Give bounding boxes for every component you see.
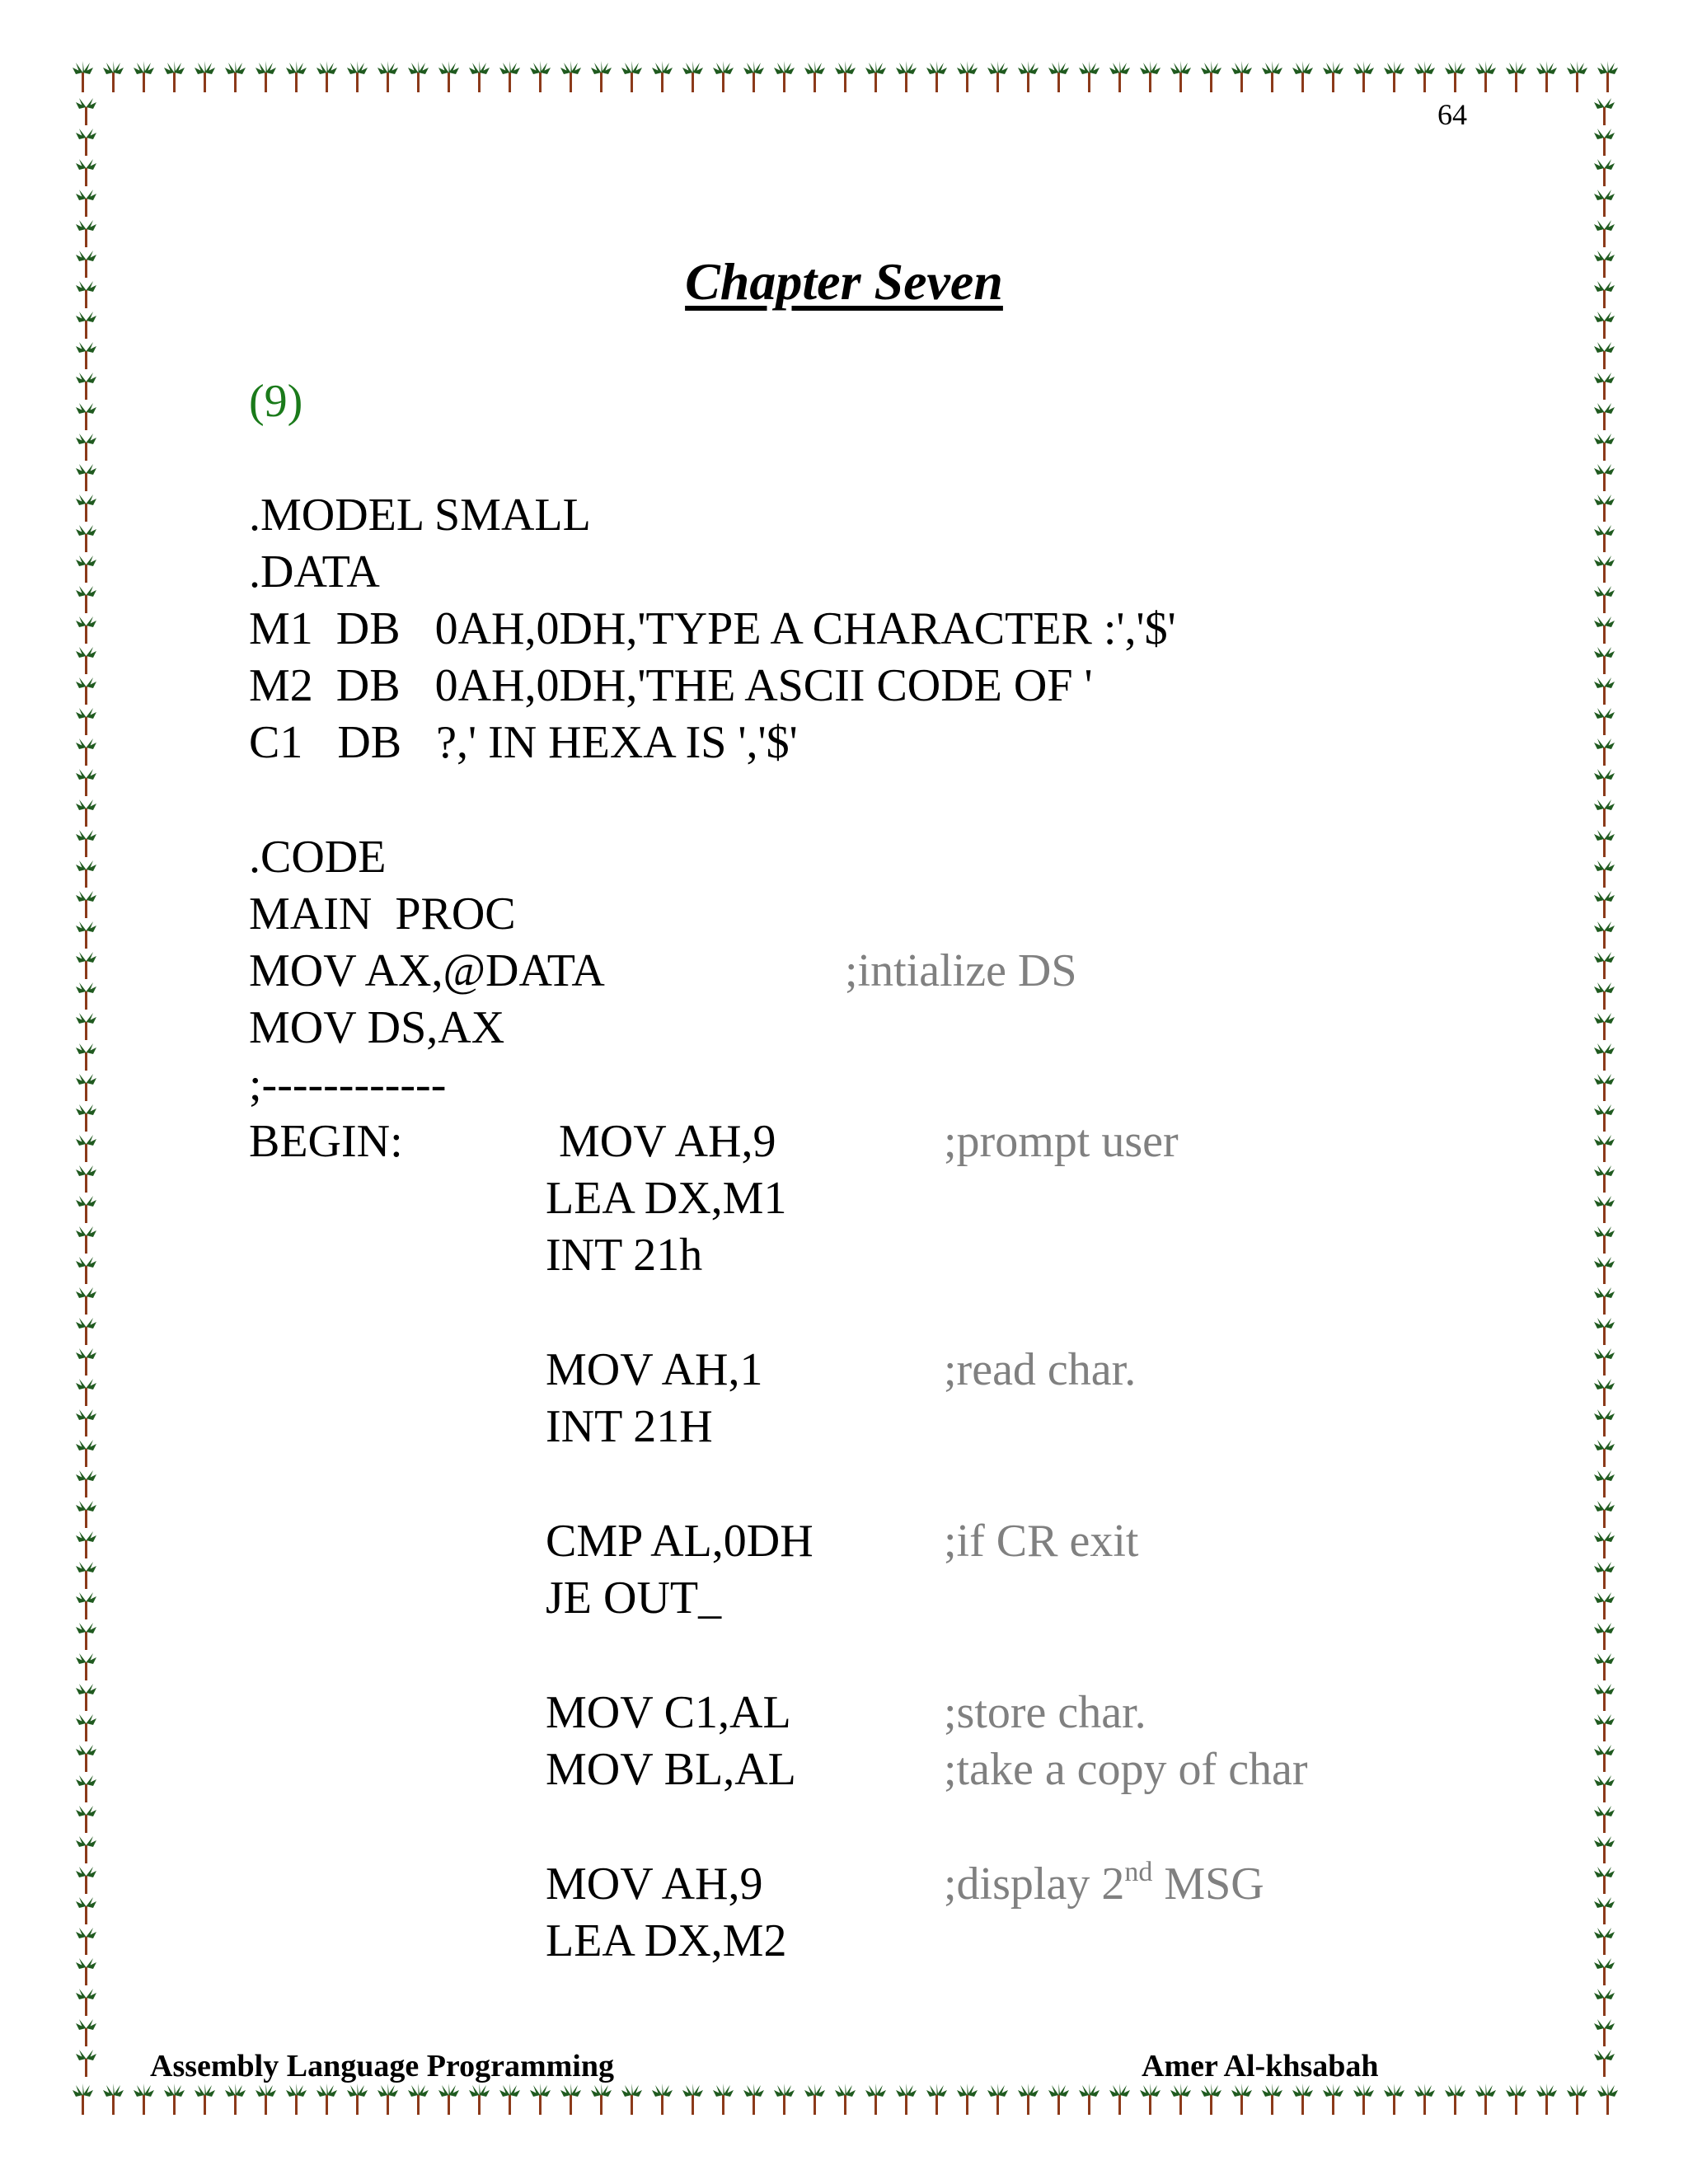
code-line-c1: C1 DB ?,' IN HEXA IS ','$'	[249, 717, 798, 768]
code-line-main-proc: MAIN PROC	[249, 888, 516, 940]
code-comment-read-char: ;read char.	[944, 1344, 1137, 1395]
code-line-cmp-al: CMP AL,0DH	[546, 1516, 814, 1567]
code-line-int-21h: INT 21H	[546, 1401, 713, 1452]
code-line-mov-bl-al: MOV BL,AL	[546, 1744, 796, 1795]
code-comment-if-cr-exit: ;if CR exit	[944, 1516, 1139, 1567]
code-comment-store-char: ;store char.	[944, 1687, 1146, 1738]
code-line-separator: ;------------	[249, 1059, 447, 1110]
chapter-title: Chapter Seven	[685, 252, 1003, 311]
code-line-lea-dx-m1: LEA DX,M1	[546, 1173, 787, 1224]
code-line-m2: M2 DB 0AH,0DH,'THE ASCII CODE OF '	[249, 660, 1093, 711]
code-line-int-21h: INT 21h	[546, 1230, 703, 1281]
code-comment-take-copy: ;take a copy of char	[944, 1744, 1308, 1795]
code-line-code-directive: .CODE	[249, 832, 387, 883]
code-line-mov-ah-9: MOV AH,9	[546, 1858, 763, 1910]
code-comment-prompt-user: ;prompt user	[944, 1116, 1179, 1167]
code-line-mov-ax-data: MOV AX,@DATA	[249, 945, 605, 996]
code-line-m1: M1 DB 0AH,0DH,'TYPE A CHARACTER :','$'	[249, 603, 1176, 654]
comment-suffix: MSG	[1152, 1858, 1264, 1910]
code-line-model: .MODEL SMALL	[249, 490, 591, 541]
footer-book-title: Assembly Language Programming	[150, 2049, 614, 2083]
code-line-lea-dx-m2: LEA DX,M2	[546, 1915, 787, 1966]
footer-author: Amer Al-khsabah	[1142, 2049, 1379, 2083]
ordinal-suffix: nd	[1124, 1857, 1153, 1887]
code-comment-display-msg	[944, 1857, 1264, 1910]
page-border-left	[68, 96, 106, 2080]
comment-prefix: ;display 2	[944, 1858, 1125, 1910]
page-border-top	[68, 58, 1624, 96]
code-comment-initialize-ds: ;intialize DS	[845, 945, 1077, 996]
code-line-mov-ds-ax: MOV DS,AX	[249, 1002, 505, 1053]
page-border-bottom	[68, 2080, 1624, 2118]
code-line-mov-c1-al: MOV C1,AL	[546, 1687, 791, 1738]
page-border-right	[1586, 96, 1624, 2080]
code-line-data-directive: .DATA	[249, 546, 380, 598]
exercise-number: (9)	[249, 376, 303, 427]
code-line-mov-ah-1: MOV AH,1	[546, 1344, 763, 1395]
code-line-je-out: JE OUT_	[546, 1572, 722, 1624]
code-label-begin: BEGIN:	[249, 1116, 403, 1167]
page-number: 64	[1437, 98, 1467, 131]
code-line-mov-ah-9: MOV AH,9	[559, 1116, 776, 1167]
